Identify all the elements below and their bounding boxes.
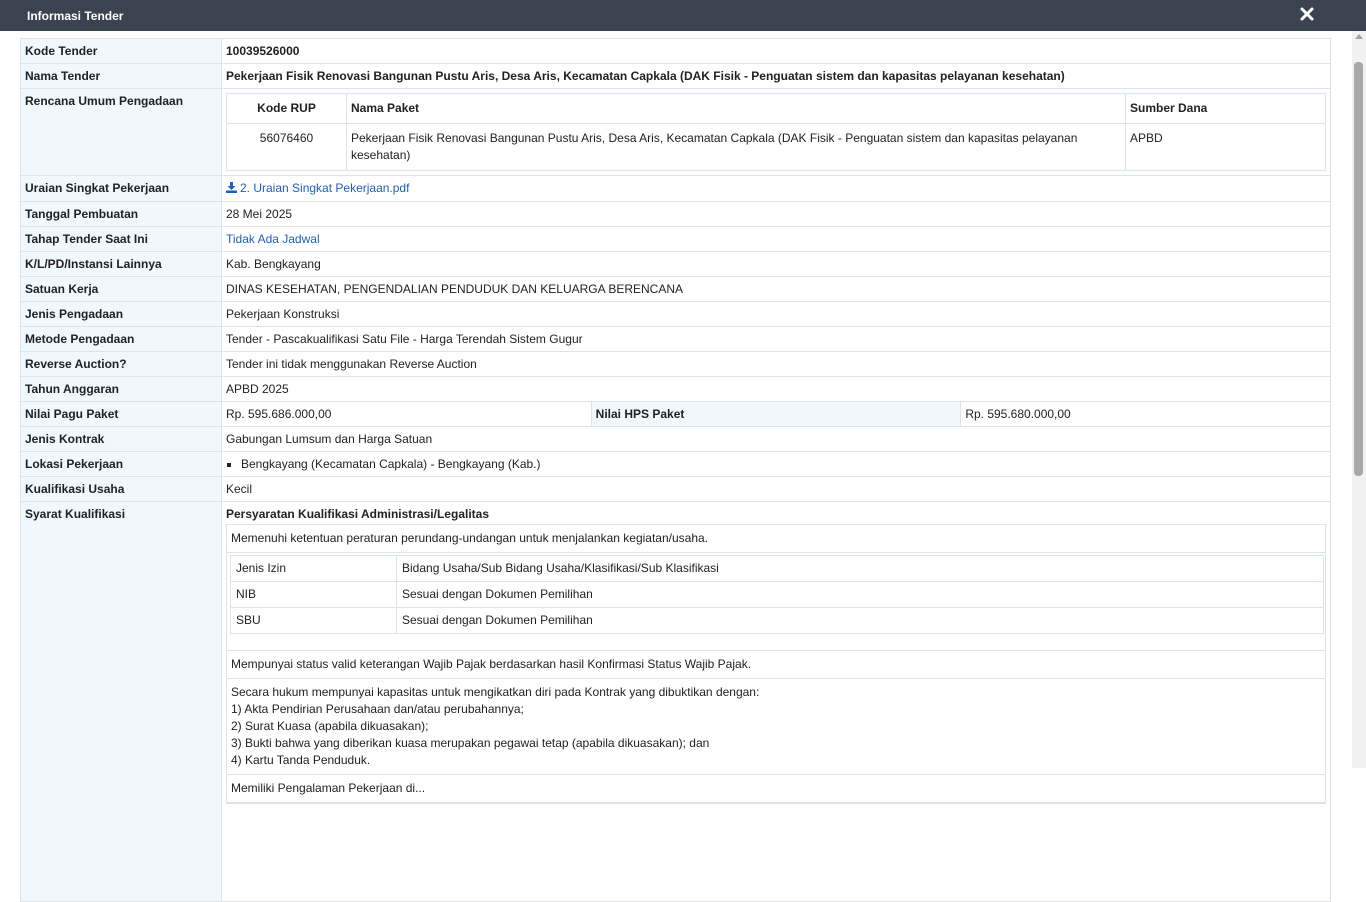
row-syarat [21,502,1331,902]
tanggal-label: Tanggal Pembuatan [21,202,222,227]
izin-cell: Bidang Usaha/Sub Bidang Usaha/Klasifikasi/Sub Klasifikasi [397,556,1324,582]
tahap-label: Tahap Tender Saat Ini [21,227,222,252]
syarat-line: 4) Kartu Tanda Penduduk. [231,753,371,767]
syarat-line: 3) Bukti bahwa yang diberikan kuasa merupakan pegawai tetap (apabila dikuasakan); dan [231,736,710,750]
izin-cell: Jenis Izin [231,556,397,582]
kode-tender-label: Kode Tender [21,39,222,64]
pagu-label: Nilai Pagu Paket [21,402,222,427]
scrollbar-thumb[interactable] [1354,62,1363,476]
lokasi-item: ▪ Bengkayang (Kecamatan Capkala) - Bengkayang (Kab.) [241,457,1326,472]
kualifikasi-value: Kecil [222,477,1331,502]
syarat-list [226,524,1326,804]
rup-kode: 56076460 [227,124,347,171]
reverse-value: Tender ini tidak menggunakan Reverse Auction [222,352,1331,377]
reverse-label: Reverse Auction? [21,352,222,377]
row-metode [21,327,1331,352]
metode-value: Tender - Pascakualifikasi Satu File - Harga Terendah Sistem Gugur [222,327,1331,352]
download-icon [226,182,237,197]
uraian-link-text: 2. Uraian Singkat Pekerjaan.pdf [240,181,410,195]
row-klpd [21,252,1331,277]
syarat-item: Mempunyai status valid keterangan Wajib Pajak berdasarkan hasil Konfirmasi Status Wajib Pajak. [227,651,1325,679]
row-uraian [21,176,1331,202]
rup-sumber: APBD [1126,124,1326,171]
row-satker [21,277,1331,302]
row-kontrak [21,427,1331,452]
rup-header-nama: Nama Paket [347,94,1126,124]
tanggal-value: 28 Mei 2025 [222,202,1331,227]
syarat-item: Memiliki Pengalaman Pekerjaan di... [227,775,1325,803]
close-icon[interactable] [1300,7,1316,23]
dialog-body [0,31,1352,795]
lokasi-label: Lokasi Pekerjaan [21,452,222,477]
izin-row [231,608,1324,634]
uraian-download-link[interactable] [226,181,409,195]
row-tanggal [21,202,1331,227]
tahap-link[interactable]: Tidak Ada Jadwal [226,232,320,246]
row-reverse [21,352,1331,377]
jenis-label: Jenis Pengadaan [21,302,222,327]
dialog-title: Informasi Tender [27,9,124,23]
row-tahap [21,227,1331,252]
row-nilai [21,402,1331,427]
syarat-line: Secara hukum mempunyai kapasitas untuk mengikatkan diri pada Kontrak yang dibuktikan dengan: [231,685,760,699]
row-nama-tender [21,64,1331,89]
kontrak-label: Jenis Kontrak [21,427,222,452]
hps-label: Nilai HPS Paket [591,402,961,427]
rup-nama: Pekerjaan Fisik Renovasi Bangunan Pustu Aris, Desa Aris, Kecamatan Capkala (DAK Fisik - Penguatan sistem dan kapasitas pelayanan kesehatan) [347,124,1126,171]
izin-cell: Sesuai dengan Dokumen Pemilihan [397,582,1324,608]
nama-tender-label: Nama Tender [21,64,222,89]
kualifikasi-label: Kualifikasi Usaha [21,477,222,502]
row-kualifikasi [21,477,1331,502]
rup-header-sumber: Sumber Dana [1126,94,1326,124]
syarat-line: 1) Akta Pendirian Perusahaan dan/atau perubahannya; [231,702,524,716]
klpd-label: K/L/PD/Instansi Lainnya [21,252,222,277]
izin-table [230,555,1324,634]
syarat-item [227,679,1325,775]
scroll-up-arrow-icon[interactable] [1355,34,1363,39]
row-tahun [21,377,1331,402]
klpd-value: Kab. Bengkayang [222,252,1331,277]
row-jenis [21,302,1331,327]
row-rup [21,89,1331,176]
lokasi-list [226,457,1326,472]
jenis-value: Pekerjaan Konstruksi [222,302,1331,327]
kode-tender-value: 10039526000 [222,39,1331,64]
syarat-item: Memenuhi ketentuan peraturan perundang-undangan untuk menjalankan kegiatan/usaha. [227,525,1325,553]
uraian-label: Uraian Singkat Pekerjaan [21,176,222,202]
rup-row [227,124,1326,171]
izin-row [231,582,1324,608]
satker-label: Satuan Kerja [21,277,222,302]
vertical-scrollbar[interactable] [1352,31,1366,768]
nama-tender-value: Pekerjaan Fisik Renovasi Bangunan Pustu Aris, Desa Aris, Kecamatan Capkala (DAK Fisik - Penguatan sistem dan kapasitas pelayanan kesehatan) [222,64,1331,89]
tahun-label: Tahun Anggaran [21,377,222,402]
kontrak-value: Gabungan Lumsum dan Harga Satuan [222,427,1331,452]
metode-label: Metode Pengadaan [21,327,222,352]
rup-table [226,93,1326,171]
tahun-value: APBD 2025 [222,377,1331,402]
rup-header-kode: Kode RUP [227,94,347,124]
izin-cell: Sesuai dengan Dokumen Pemilihan [397,608,1324,634]
syarat-heading: Persyaratan Kualifikasi Administrasi/Legalitas [226,507,489,521]
rup-label: Rencana Umum Pengadaan [21,89,222,176]
pagu-value: Rp. 595.686.000,00 [222,402,592,427]
syarat-label: Syarat Kualifikasi [21,502,222,902]
tender-info-table [20,38,1331,902]
row-kode-tender [21,39,1331,64]
row-lokasi [21,452,1331,477]
izin-cell: NIB [231,582,397,608]
syarat-line: 2) Surat Kuasa (apabila dikuasakan); [231,719,429,733]
hps-value: Rp. 595.680.000,00 [961,402,1331,427]
satker-value: DINAS KESEHATAN, PENGENDALIAN PENDUDUK DAN KELUARGA BERENCANA [222,277,1331,302]
izin-cell: SBU [231,608,397,634]
izin-row [231,556,1324,582]
dialog-header [0,0,1366,31]
